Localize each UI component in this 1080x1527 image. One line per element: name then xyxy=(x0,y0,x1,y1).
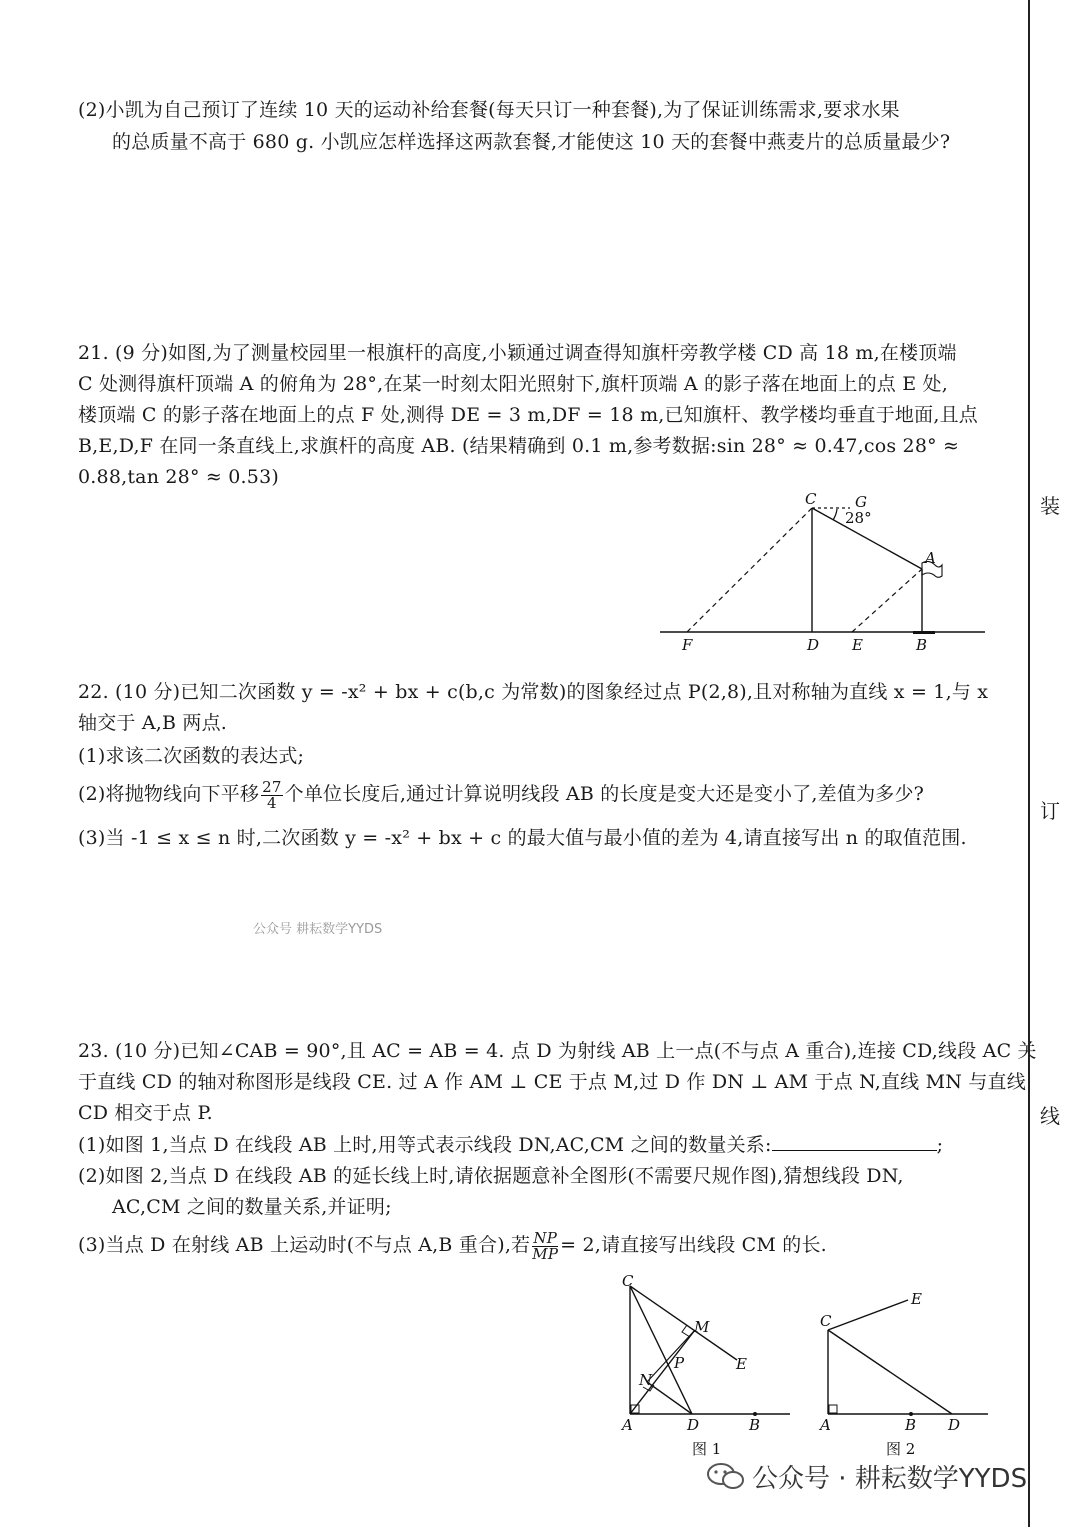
flagpole-base xyxy=(913,631,935,634)
line-mn xyxy=(647,1330,695,1382)
segment-cd xyxy=(828,1330,952,1414)
q23-part1-text: (1)如图 1,当点 D 在线段 AB 上时,用等式表示线段 DN,AC,CM 之间的数量关系: xyxy=(78,1134,772,1156)
label-g: G xyxy=(855,493,867,511)
label-a: A xyxy=(820,1416,831,1434)
q22-line2: 轴交于 A,B 两点. xyxy=(78,712,228,734)
segment-cd xyxy=(630,1286,692,1414)
label-angle: 28° xyxy=(845,509,872,527)
q23-line1: 23. (10 分)已知∠CAB = 90°,且 AC = AB = 4. 点 D 为射线 AB 上一点(不与点 A 重合),连接 CD,线段 AC 关 xyxy=(78,1040,1037,1062)
label-c: C xyxy=(820,1312,832,1330)
q22-part2 xyxy=(78,779,924,811)
label-b: B xyxy=(749,1416,761,1434)
label-a: A xyxy=(622,1416,633,1434)
q23-part2-line1: (2)如图 2,当点 D 在线段 AB 的延长线上时,请依据题意补全图形(不需要尺规作图),猜想线段 DN, xyxy=(78,1165,904,1187)
q23-line2: 于直线 CD 的轴对称图形是线段 CE. 过 A 作 AM ⊥ CE 于点 M,过 D 作 DN ⊥ AM 于点 N,直线 MN 与直线 xyxy=(78,1071,1026,1093)
segment-dn xyxy=(647,1382,692,1414)
shadow-ray-cf xyxy=(687,508,812,632)
label-d: D xyxy=(948,1416,961,1434)
q21-figure xyxy=(655,485,995,660)
q23-figure-2 xyxy=(812,1280,1002,1462)
q23-line3: CD 相交于点 P. xyxy=(78,1102,213,1124)
label-f: F xyxy=(682,636,693,654)
q21-line2: C 处测得旗杆顶端 A 的俯角为 28°,在某一时刻太阳光照射下,旗杆顶端 A 的影子落在地面上的点 E 处, xyxy=(78,373,948,395)
q21-line4: B,E,D,F 在同一条直线上,求旗杆的高度 AB. (结果精确到 0.1 m,参考数据:sin 28° ≈ 0.47,cos 28° ≈ xyxy=(78,435,960,457)
wechat-icon xyxy=(706,1461,746,1491)
label-c: C xyxy=(622,1272,634,1290)
answer-blank xyxy=(772,1132,937,1151)
q23-part2-line2: AC,CM 之间的数量关系,并证明; xyxy=(112,1196,392,1218)
fraction-denominator-mp: MP xyxy=(532,1244,559,1263)
label-e: E xyxy=(852,636,863,654)
q20-part2-line1: (2)小凯为自己预订了连续 10 天的运动补给套餐(每天只订一种套餐),为了保证训练需求,要求水果 xyxy=(78,99,900,121)
shadow-ray-ae xyxy=(852,569,922,632)
side-label-zhuang: 装 xyxy=(1040,494,1060,518)
watermark: 公众号 耕耘数学YYDS xyxy=(253,922,383,937)
q23-part1-end: ; xyxy=(936,1134,944,1156)
side-label-ding: 订 xyxy=(1040,799,1060,823)
ray-ce xyxy=(630,1286,737,1360)
q22-part2-text-a: (2)将抛物线向下平移 xyxy=(78,783,260,805)
q22-part3: (3)当 -1 ≤ x ≤ n 时,二次函数 y = -x² + bx + c 的最大值与最小值的差为 4,请直接写出 n 的取值范围. xyxy=(78,827,967,849)
fraction-denominator: 4 xyxy=(267,793,277,812)
q20-part2-line2: 的总质量不高于 680 g. 小凯应怎样选择这两款套餐,才能使这 10 天的套餐中燕麦片的总质量最少? xyxy=(112,131,951,153)
fraction-27-4 xyxy=(261,777,283,812)
label-d: D xyxy=(687,1416,700,1434)
side-label-xian: 线 xyxy=(1040,1104,1060,1128)
label-d: D xyxy=(807,636,820,654)
label-n: N xyxy=(639,1371,653,1389)
q21-line5: 0.88,tan 28° ≈ 0.53) xyxy=(78,466,279,488)
q23-part3 xyxy=(78,1230,827,1262)
q23-part3-text-b: = 2,请直接写出线段 CM 的长. xyxy=(560,1234,827,1256)
label-p: P xyxy=(674,1354,685,1372)
ray-ce xyxy=(828,1300,908,1330)
binding-margin-line xyxy=(1028,0,1030,1527)
caption-fig2: 图 2 xyxy=(886,1440,916,1458)
label-e: E xyxy=(736,1355,747,1373)
label-c: C xyxy=(805,490,817,508)
fraction-numerator-np: NP xyxy=(533,1228,557,1247)
angle-arc xyxy=(833,509,837,520)
footer-watermark: 公众号 · 耕耘数学YYDS xyxy=(752,1464,1028,1494)
right-angle-a xyxy=(829,1405,837,1413)
q23-part1 xyxy=(78,1130,943,1160)
q21-line3: 楼顶端 C 的影子落在地面上的点 F 处,测得 DE = 3 m,DF = 18 m,已知旗杆、教学楼均垂直于地面,且点 xyxy=(78,404,978,426)
caption-fig1: 图 1 xyxy=(692,1440,722,1458)
label-b: B xyxy=(916,636,928,654)
q23-figure-1 xyxy=(612,1272,802,1462)
q23-part3-text-a: (3)当点 D 在射线 AB 上运动时(不与点 A,B 重合),若 xyxy=(78,1234,531,1256)
q22-part1: (1)求该二次函数的表达式; xyxy=(78,745,305,767)
fraction-numerator: 27 xyxy=(262,777,282,796)
q22-line1: 22. (10 分)已知二次函数 y = -x² + bx + c(b,c 为常数)的图象经过点 P(2,8),且对称轴为直线 x = 1,与 x xyxy=(78,681,989,703)
label-e: E xyxy=(911,1290,922,1308)
label-a: A xyxy=(925,549,936,567)
label-b: B xyxy=(905,1416,917,1434)
q22-part2-text-b: 个单位长度后,通过计算说明线段 AB 的长度是变大还是变小了,差值为多少? xyxy=(284,783,925,805)
q21-line1: 21. (9 分)如图,为了测量校园里一根旗杆的高度,小颖通过调查得知旗杆旁教学楼 CD 高 18 m,在楼顶端 xyxy=(78,342,957,364)
fraction-np-mp xyxy=(532,1228,559,1263)
label-m: M xyxy=(694,1318,710,1336)
